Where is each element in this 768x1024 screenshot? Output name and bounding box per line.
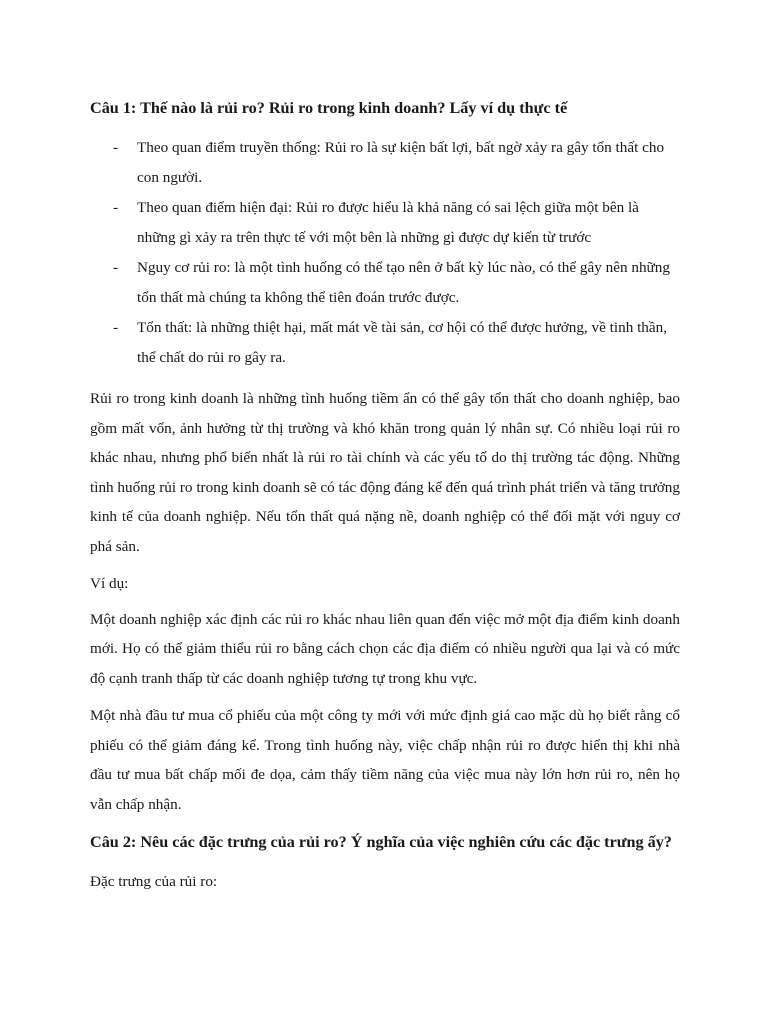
list-item	[90, 193, 680, 252]
list-item-text: Nguy cơ rủi ro: là một tình huống có thể tạo nên ở bất kỳ lúc nào, có thể gây nên những tổn thất mà chúng ta không thể tiên đoán trước được.	[137, 259, 670, 306]
list-item	[90, 133, 680, 192]
list-item-text: Tổn thất: là những thiệt hại, mất mát về tài sản, cơ hội có thể được hưởng, về tinh thần, thể chất do rủi ro gây ra.	[137, 319, 668, 366]
example-paragraph-1: Một doanh nghiệp xác định các rủi ro khác nhau liên quan đến việc mở một địa điểm kinh doanh mới. Họ có thể giảm thiểu rủi ro bằng cách chọn các địa điểm có nhiều người qua lại và có mức độ cạnh tranh thấp từ các doanh nghiệp tương tự trong khu vực.	[90, 610, 680, 687]
example-paragraph-2: Một nhà đầu tư mua cổ phiếu của một công ty mới với mức định giá cao mặc dù họ biết rằng cổ phiếu có thể giảm đáng kể. Trong tình huống này, việc chấp nhận rủi ro được hiển thị khi nhà đầu tư mua bất chấp mối đe dọa, cảm thấy tiềm năng của việc mua này lớn hơn rủi ro, nên họ vẫn chấp nhận.	[90, 707, 680, 813]
list-item	[90, 313, 680, 372]
list-item-text: Theo quan điểm hiện đại: Rủi ro được hiểu là khả năng có sai lệch giữa một bên là những gì xảy ra trên thực tế với một bên là những gì được dự kiến từ trước	[137, 199, 639, 246]
bullet-marker: -	[113, 199, 119, 216]
bullet-marker: -	[113, 319, 119, 336]
business-risk-paragraph: Rủi ro trong kinh doanh là những tình huống tiềm ẩn có thể gây tổn thất cho doanh nghiệp, bao gồm mất vốn, ảnh hưởng từ thị trường và khó khăn trong quản lý nhân sự. Có nhiều loại rủi ro khác nhau, nhưng phổ biến nhất là rủi ro tài chính và các yếu tố do thị trường tác động. Những tình huống rủi ro trong kinh doanh sẽ có tác động đáng kể đến quá trình phát triển và tăng trưởng kinh tế của doanh nghiệp. Nếu tổn thất quá nặng nề, doanh nghiệp có thể đối mặt với nguy cơ phá sản.	[90, 390, 680, 555]
bullet-marker: -	[113, 139, 119, 156]
definition-list	[90, 133, 680, 372]
list-item-text: Theo quan điểm truyền thống: Rủi ro là sự kiện bất lợi, bất ngờ xảy ra gây tổn thất cho con người.	[137, 139, 665, 186]
list-item	[90, 253, 680, 312]
characteristics-intro: Đặc trưng của rủi ro:	[90, 873, 218, 890]
example-label: Ví dụ:	[90, 575, 129, 592]
question-1-heading: Câu 1: Thế nào là rủi ro? Rủi ro trong kinh doanh? Lấy ví dụ thực tế	[90, 99, 568, 117]
question-2-heading: Câu 2: Nêu các đặc trưng của rủi ro? Ý nghĩa của việc nghiên cứu các đặc trưng ấy?	[90, 833, 672, 851]
bullet-marker: -	[113, 259, 119, 276]
